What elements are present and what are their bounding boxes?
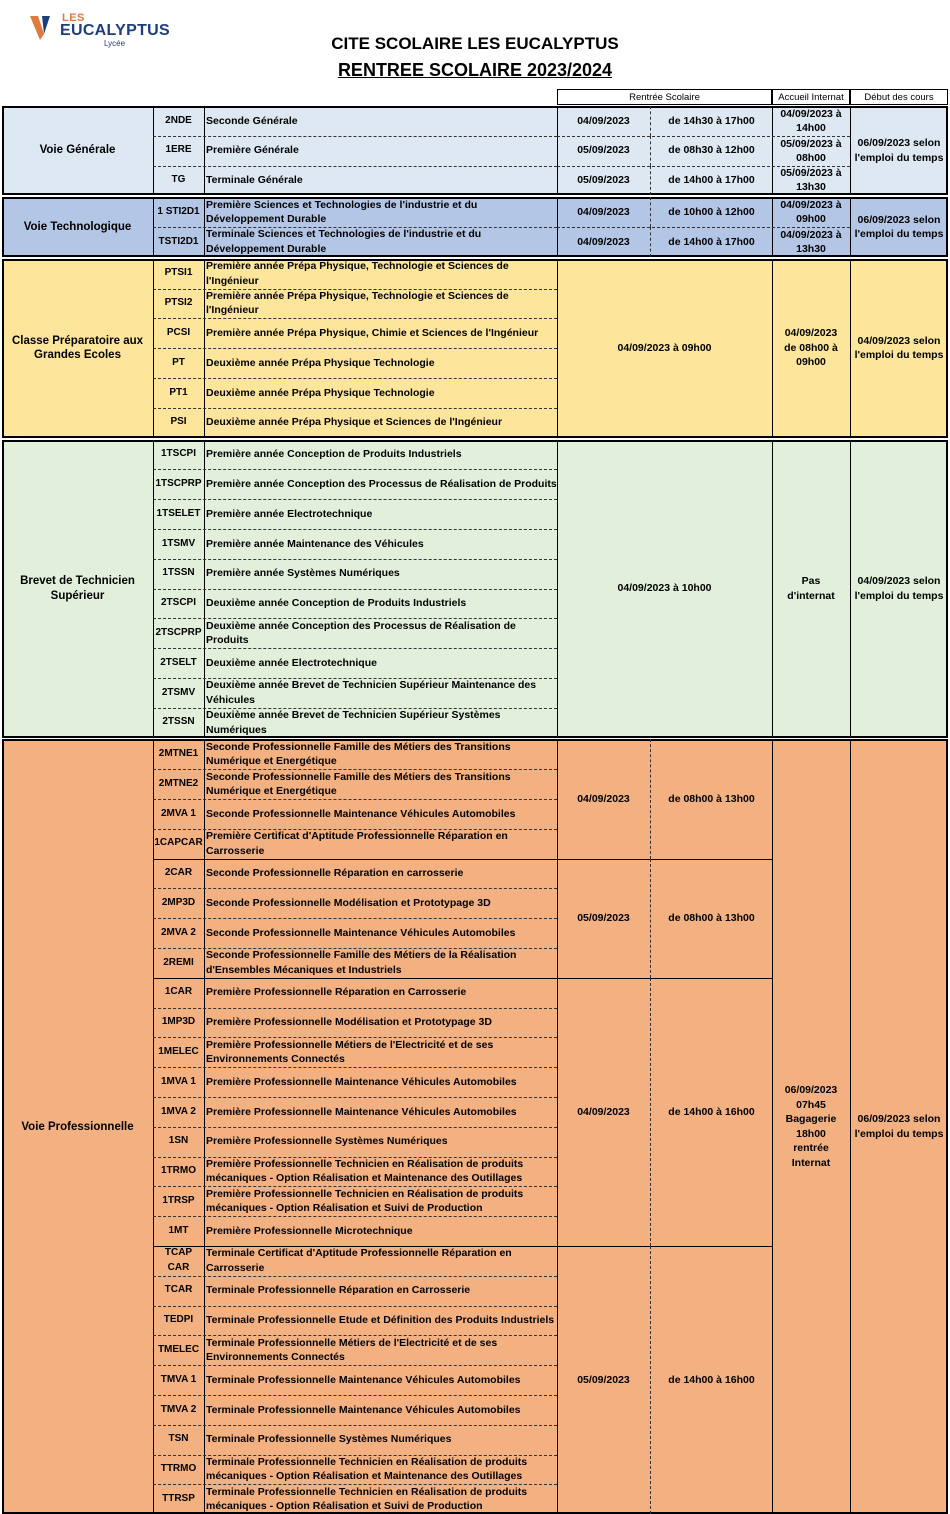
- class-code: PTSI1: [164, 267, 193, 279]
- rentree-time: de 08h30 à 12h00: [650, 136, 772, 166]
- class-label: Seconde Professionnelle Modélisation et Prototypage 3D: [206, 897, 491, 910]
- class-label: Première Professionnelle Métiers de l'Electricité et de ses Environnements Connectés: [206, 1038, 494, 1066]
- rentree-time: de 08h00 à 13h00: [650, 739, 772, 858]
- class-label: Terminale Professionnelle Technicien en Réalisation de produits mécaniques - Option Réalisation et Maintenance des Outillages: [206, 1455, 528, 1483]
- class-code: 1TSELET: [156, 507, 201, 519]
- class-code: 1TRSP: [162, 1195, 195, 1207]
- class-code: 1ERE: [165, 144, 192, 156]
- class-code: 1 STI2D1: [157, 205, 200, 217]
- class-code: PT1: [169, 386, 188, 398]
- class-code: 1TSSN: [162, 567, 195, 579]
- internat-time: 05/09/2023 à 13h30: [780, 167, 842, 194]
- class-label: Première année Prépa Physique, Chimie et Sciences de l'Ingénieur: [206, 327, 539, 340]
- group-label: Voie Professionnelle: [21, 1120, 134, 1133]
- debut-cours: 06/09/2023 selon l'emploi du temps: [854, 213, 944, 241]
- class-label: Seconde Professionnelle Maintenance Véhicules Automobiles: [206, 807, 516, 820]
- class-label: Première année Electrotechnique: [206, 507, 373, 520]
- class-label: Première Générale: [206, 144, 299, 157]
- class-label: Terminale Certificat d'Aptitude Professionnelle Réparation en Carrosserie: [206, 1247, 512, 1274]
- class-label: Terminale Professionnelle Maintenance Véhicules Automobiles: [206, 1373, 521, 1386]
- class-label: Première Professionnelle Microtechnique: [206, 1224, 413, 1237]
- class-code: PCSI: [166, 327, 191, 339]
- class-code: TMELEC: [157, 1344, 200, 1356]
- group-label: Brevet de Technicien Supérieur: [20, 575, 135, 602]
- rentree-merged: 04/09/2023 à 10h00: [617, 582, 712, 595]
- class-code: 1CAPCAR: [154, 837, 203, 849]
- class-label: Première Sciences et Technologies de l'industrie et du Développement Durable: [206, 198, 478, 226]
- class-code: 2NDE: [165, 114, 192, 126]
- class-label: Seconde Professionnelle Réparation en carrosserie: [206, 867, 464, 880]
- class-label: Terminale Professionnelle Technicien en Réalisation de produits mécaniques - Option Réalisation et Suivi de Production: [206, 1485, 528, 1513]
- class-code: PSI: [170, 416, 187, 428]
- class-code: 2CAR: [164, 867, 193, 879]
- class-label: Première Professionnelle Technicien en Réalisation de produits mécaniques - Option Réalisation et Suivi de Production: [206, 1187, 524, 1215]
- class-code: 2MTNE2: [158, 777, 199, 789]
- class-label: Seconde Professionnelle Famille des Métiers des Transitions Numérique et Energétique: [206, 740, 511, 768]
- rentree-time: de 14h00 à 17h00: [650, 166, 772, 196]
- class-code: 2MVA 2: [160, 926, 196, 938]
- class-label: Première Professionnelle Systèmes Numériques: [206, 1135, 448, 1148]
- class-label: Deuxième année Brevet de Technicien Supérieur Maintenance des Véhicules: [206, 679, 537, 706]
- class-label: Terminale Professionnelle Réparation en Carrosserie: [206, 1284, 471, 1297]
- class-code: 2TSCPRP: [155, 626, 202, 638]
- class-label: Deuxième année Prépa Physique et Sciences de l'Ingénieur: [206, 416, 503, 429]
- header-debut-cours: Début des cours: [850, 89, 948, 105]
- rentree-date: 05/09/2023: [577, 911, 630, 924]
- internat-time: 05/09/2023 à 08h00: [780, 137, 842, 164]
- class-code: TMVA 2: [160, 1403, 197, 1415]
- class-code: 1TSCPRP: [155, 477, 202, 489]
- debut-cours: 06/09/2023 selon l'emploi du temps: [854, 1113, 944, 1140]
- class-code: TTRMO: [160, 1463, 197, 1475]
- group-label: Classe Préparatoire aux Grandes Ecoles: [11, 334, 144, 362]
- rentree-time: de 14h00 à 17h00: [650, 227, 772, 257]
- class-code: 2MVA 1: [160, 807, 196, 819]
- class-label: Première année Conception de Produits Industriels: [206, 448, 462, 461]
- debut-cours: 04/09/2023 selon l'emploi du temps: [854, 575, 944, 602]
- class-label: Deuxième année Prépa Physique Technologie: [206, 356, 435, 369]
- class-code: 2MP3D: [161, 897, 196, 909]
- class-code: 2MTNE1: [158, 748, 199, 760]
- class-code: PT: [172, 356, 185, 368]
- class-code: TSN: [168, 1433, 189, 1445]
- class-label: Seconde Professionnelle Famille des Métiers des Transitions Numérique et Energétique: [206, 770, 511, 798]
- class-code: 1MP3D: [161, 1016, 196, 1028]
- logo-eucalyptus: EUCALYPTUS: [60, 22, 170, 39]
- class-code: 2TSCPI: [160, 597, 196, 609]
- logo-lycee: Lycée: [104, 39, 126, 48]
- class-label: Première année Systèmes Numériques: [206, 567, 400, 580]
- internat-time: 04/09/2023 à 13h30: [780, 228, 842, 255]
- class-label: Première Professionnelle Maintenance Véhicules Automobiles: [206, 1105, 517, 1118]
- rentree-date: 04/09/2023: [577, 792, 630, 805]
- group-label: Voie Générale: [39, 144, 116, 157]
- class-code: TTRSP: [162, 1493, 195, 1505]
- rentree-date: 05/09/2023: [577, 144, 630, 157]
- class-label: Première Professionnelle Modélisation et Prototypage 3D: [206, 1016, 492, 1029]
- rentree-time: de 08h00 à 13h00: [650, 859, 772, 978]
- class-code: 1CAR: [164, 986, 193, 998]
- class-code: TMVA 1: [160, 1373, 197, 1385]
- internat-merged: 06/09/2023 07h45 Bagagerie 18h00 rentrée Internat: [784, 1084, 838, 1169]
- debut-cours: 04/09/2023 selon l'emploi du temps: [854, 334, 944, 362]
- rentree-date: 04/09/2023: [577, 205, 630, 218]
- class-label: Première Certificat d'Aptitude Professionnelle Réparation en Carrosserie: [206, 830, 508, 857]
- debut-cours: 06/09/2023 selon l'emploi du temps: [854, 137, 944, 164]
- class-code: 2TSELT: [160, 656, 197, 668]
- class-label: Première année Maintenance des Véhicules: [206, 537, 424, 550]
- class-label: Seconde Professionnelle Maintenance Véhicules Automobiles: [206, 926, 516, 939]
- class-code: TSTI2D1: [158, 235, 199, 247]
- rentree-date: 04/09/2023: [577, 1105, 630, 1118]
- internat-time: 04/09/2023 à 09h00: [780, 199, 842, 226]
- internat-merged: Pas d'internat: [787, 575, 835, 602]
- class-code: TEDPI: [163, 1314, 194, 1326]
- rentree-date: 05/09/2023: [577, 1373, 630, 1386]
- class-label: Première Professionnelle Technicien en Réalisation de produits mécaniques - Option Réalisation et Maintenance des Outillages: [206, 1157, 524, 1185]
- class-label: Deuxième année Brevet de Technicien Supérieur Systèmes Numériques: [206, 709, 501, 736]
- class-label: Première Professionnelle Maintenance Véhicules Automobiles: [206, 1075, 517, 1088]
- rentree-time: de 10h00 à 12h00: [650, 197, 772, 227]
- class-label: Terminale Professionnelle Maintenance Véhicules Automobiles: [206, 1403, 521, 1416]
- class-code: 1MT: [168, 1224, 189, 1236]
- rentree-time: de 14h00 à 16h00: [650, 978, 772, 1246]
- rentree-date: 04/09/2023: [577, 235, 630, 248]
- class-label: Deuxième année Conception de Produits Industriels: [206, 597, 467, 610]
- page-title: CITE SCOLAIRE LES EUCALYPTUS: [331, 34, 619, 53]
- class-label: Deuxième année Electrotechnique: [206, 656, 377, 669]
- class-code: 1TSMV: [161, 537, 196, 549]
- class-code: 1TRMO: [161, 1165, 196, 1177]
- internat-merged: 04/09/2023 de 08h00 à 09h00: [784, 327, 838, 369]
- header-accueil-internat: Accueil Internat: [772, 89, 850, 105]
- group-label: Voie Technologique: [23, 220, 132, 233]
- class-code: PTSI2: [164, 297, 193, 309]
- class-label: Terminale Professionnelle Systèmes Numériques: [206, 1433, 452, 1446]
- class-label: Seconde Professionnelle Famille des Métiers de la Réalisation d'Ensembles Mécaniques et Industriels: [206, 949, 517, 976]
- rentree-date: 05/09/2023: [577, 174, 630, 187]
- header-rentree: Rentrée Scolaire: [557, 89, 772, 105]
- class-code: 1MVA 1: [160, 1075, 196, 1087]
- class-code: 2TSMV: [161, 686, 196, 698]
- class-code: TCAR: [164, 1284, 193, 1296]
- class-code: 1MVA 2: [160, 1105, 196, 1117]
- class-code: 1SN: [168, 1135, 189, 1147]
- class-code: 2TSSN: [162, 716, 195, 728]
- class-label: Première Professionnelle Réparation en Carrosserie: [206, 986, 467, 999]
- class-label: Terminale Sciences et Technologies de l'industrie et du Développement Durable: [206, 228, 482, 255]
- class-code: TCAP CAR: [164, 1247, 193, 1273]
- page-subtitle: RENTREE SCOLAIRE 2023/2024: [337, 60, 613, 80]
- class-label: Seconde Générale: [206, 114, 298, 127]
- class-code: 1TSCPI: [160, 448, 196, 460]
- class-label: Deuxième année Conception des Processus de Réalisation de Produits: [206, 619, 516, 647]
- class-label: Terminale Générale: [206, 174, 303, 187]
- class-code: 2REMI: [163, 956, 194, 968]
- class-code: 1MELEC: [158, 1046, 199, 1058]
- rentree-date: 04/09/2023: [577, 114, 630, 127]
- class-label: Terminale Professionnelle Etude et Définition des Produits Industriels: [206, 1314, 555, 1327]
- internat-time: 04/09/2023 à 14h00: [780, 107, 842, 134]
- logo-les: LES: [62, 12, 85, 24]
- rentree-time: de 14h00 à 16h00: [650, 1246, 772, 1514]
- rentree-time: de 14h30 à 17h00: [650, 106, 772, 136]
- class-code: TG: [171, 174, 186, 186]
- class-label: Première année Conception des Processus de Réalisation de Produits: [206, 477, 557, 490]
- class-label: Première année Prépa Physique, Technologie et Sciences de l'Ingénieur: [206, 289, 509, 317]
- class-label: Première année Prépa Physique, Technologie et Sciences de l'Ingénieur: [206, 260, 509, 287]
- rentree-merged: 04/09/2023 à 09h00: [617, 341, 712, 354]
- class-label: Terminale Professionnelle Métiers de l'Electricité et de ses Environnements Connectés: [206, 1336, 498, 1364]
- class-label: Deuxième année Prépa Physique Technologie: [206, 386, 435, 399]
